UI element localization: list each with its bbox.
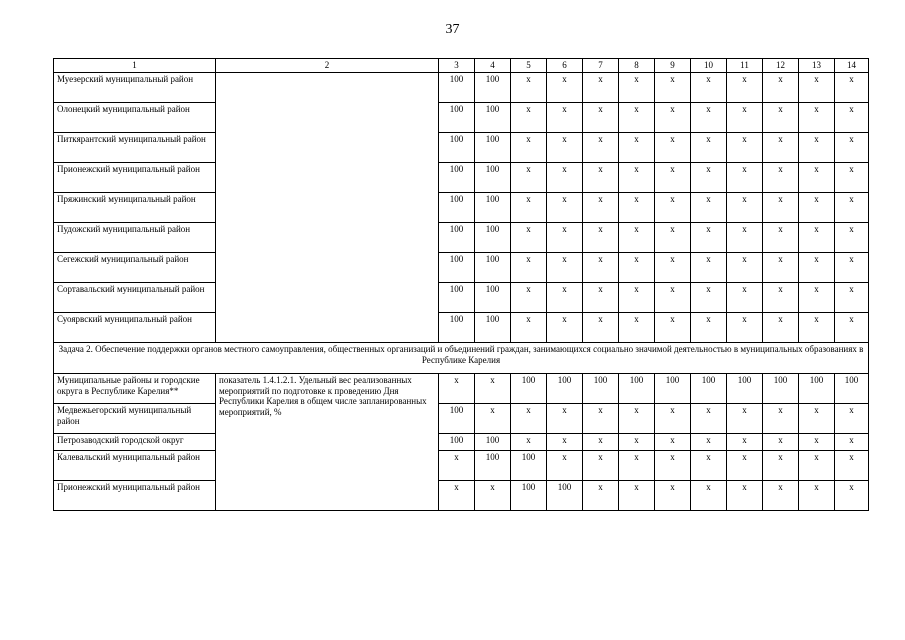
- value-cell: 100: [439, 404, 475, 434]
- value-cell: x: [619, 103, 655, 133]
- value-cell: x: [583, 103, 619, 133]
- value-cell: x: [763, 481, 799, 511]
- value-cell: x: [799, 103, 835, 133]
- municipality-name: Пряжинский муниципальный район: [54, 193, 216, 223]
- column-header: 3: [439, 59, 475, 73]
- table-row: [54, 103, 869, 133]
- indicator-cell: [216, 73, 439, 343]
- value-cell: x: [619, 404, 655, 434]
- value-cell: x: [691, 133, 727, 163]
- value-cell: x: [511, 163, 547, 193]
- column-header: 12: [763, 59, 799, 73]
- value-cell: x: [799, 313, 835, 343]
- table-row: [54, 73, 869, 103]
- table-row: [54, 313, 869, 343]
- municipality-name: Питкярантский муниципальный район: [54, 133, 216, 163]
- value-cell: x: [619, 163, 655, 193]
- value-cell: x: [835, 434, 869, 451]
- value-cell: 100: [691, 374, 727, 404]
- value-cell: x: [763, 223, 799, 253]
- value-cell: x: [547, 103, 583, 133]
- value-cell: 100: [439, 133, 475, 163]
- value-cell: x: [835, 103, 869, 133]
- value-cell: x: [727, 253, 763, 283]
- value-cell: x: [727, 193, 763, 223]
- value-cell: x: [655, 283, 691, 313]
- table-row: [54, 283, 869, 313]
- value-cell: x: [583, 133, 619, 163]
- value-cell: x: [547, 133, 583, 163]
- value-cell: x: [619, 313, 655, 343]
- value-cell: x: [655, 223, 691, 253]
- value-cell: x: [547, 283, 583, 313]
- value-cell: x: [655, 73, 691, 103]
- table-row: [54, 481, 869, 511]
- table-row: [54, 193, 869, 223]
- value-cell: x: [763, 313, 799, 343]
- column-header: 9: [655, 59, 691, 73]
- value-cell: x: [655, 103, 691, 133]
- value-cell: 100: [727, 374, 763, 404]
- value-cell: 100: [583, 374, 619, 404]
- value-cell: x: [655, 133, 691, 163]
- value-cell: x: [799, 404, 835, 434]
- value-cell: x: [799, 193, 835, 223]
- value-cell: x: [691, 313, 727, 343]
- value-cell: 100: [475, 73, 511, 103]
- value-cell: x: [511, 133, 547, 163]
- value-cell: x: [763, 434, 799, 451]
- value-cell: 100: [439, 283, 475, 313]
- value-cell: x: [655, 404, 691, 434]
- value-cell: x: [799, 73, 835, 103]
- value-cell: 100: [763, 374, 799, 404]
- column-header: 11: [727, 59, 763, 73]
- value-cell: x: [619, 193, 655, 223]
- value-cell: x: [691, 481, 727, 511]
- value-cell: x: [547, 313, 583, 343]
- value-cell: x: [583, 193, 619, 223]
- value-cell: x: [835, 193, 869, 223]
- value-cell: x: [583, 283, 619, 313]
- value-cell: x: [763, 193, 799, 223]
- value-cell: 100: [547, 374, 583, 404]
- value-cell: x: [619, 481, 655, 511]
- municipality-name: Сортавальский муниципальный район: [54, 283, 216, 313]
- value-cell: x: [583, 481, 619, 511]
- value-cell: x: [763, 73, 799, 103]
- value-cell: 100: [475, 253, 511, 283]
- value-cell: x: [547, 434, 583, 451]
- table-row: [54, 133, 869, 163]
- value-cell: x: [835, 253, 869, 283]
- value-cell: x: [583, 313, 619, 343]
- value-cell: x: [799, 223, 835, 253]
- municipality-name: Петрозаводский городской округ: [54, 434, 216, 451]
- value-cell: x: [835, 404, 869, 434]
- value-cell: 100: [439, 434, 475, 451]
- value-cell: x: [763, 133, 799, 163]
- column-header: 2: [216, 59, 439, 73]
- value-cell: x: [691, 163, 727, 193]
- value-cell: x: [691, 223, 727, 253]
- value-cell: x: [691, 253, 727, 283]
- value-cell: x: [475, 374, 511, 404]
- value-cell: 100: [439, 253, 475, 283]
- value-cell: 100: [439, 103, 475, 133]
- value-cell: 100: [835, 374, 869, 404]
- value-cell: x: [835, 481, 869, 511]
- value-cell: x: [547, 253, 583, 283]
- column-header: 6: [547, 59, 583, 73]
- value-cell: 100: [439, 223, 475, 253]
- task-heading: Задача 2. Обеспечение поддержки органов местного самоуправления, общественных организаций и объединений граждан, занимающихся социально значимой деятельностью в муниципальных образованиях в Республике Карелия: [54, 343, 869, 374]
- column-header: 8: [619, 59, 655, 73]
- value-cell: x: [727, 223, 763, 253]
- value-cell: x: [583, 451, 619, 481]
- value-cell: 100: [511, 481, 547, 511]
- column-header: 5: [511, 59, 547, 73]
- table-row: [54, 223, 869, 253]
- table-row: [54, 451, 869, 481]
- value-cell: 100: [475, 451, 511, 481]
- value-cell: 100: [547, 481, 583, 511]
- value-cell: x: [583, 223, 619, 253]
- value-cell: 100: [475, 193, 511, 223]
- value-cell: x: [799, 451, 835, 481]
- value-cell: x: [619, 73, 655, 103]
- municipality-name: Пудожский муниципальный район: [54, 223, 216, 253]
- value-cell: 100: [475, 223, 511, 253]
- value-cell: x: [583, 253, 619, 283]
- column-header: 10: [691, 59, 727, 73]
- value-cell: 100: [439, 163, 475, 193]
- value-cell: x: [511, 253, 547, 283]
- value-cell: x: [619, 133, 655, 163]
- value-cell: x: [835, 451, 869, 481]
- column-header: 13: [799, 59, 835, 73]
- value-cell: x: [655, 481, 691, 511]
- value-cell: x: [835, 163, 869, 193]
- municipality-name: Муниципальные районы и городские округа в Республике Карелия**: [54, 374, 216, 404]
- value-cell: x: [763, 283, 799, 313]
- value-cell: x: [439, 481, 475, 511]
- value-cell: x: [835, 283, 869, 313]
- task-heading-row: [54, 343, 869, 374]
- value-cell: x: [763, 451, 799, 481]
- value-cell: x: [727, 313, 763, 343]
- value-cell: x: [691, 283, 727, 313]
- value-cell: x: [727, 404, 763, 434]
- column-header: 4: [475, 59, 511, 73]
- value-cell: x: [655, 253, 691, 283]
- value-cell: x: [835, 73, 869, 103]
- value-cell: x: [655, 163, 691, 193]
- value-cell: x: [511, 73, 547, 103]
- value-cell: 100: [475, 103, 511, 133]
- value-cell: x: [799, 434, 835, 451]
- value-cell: x: [763, 163, 799, 193]
- column-header: 7: [583, 59, 619, 73]
- value-cell: 100: [475, 163, 511, 193]
- value-cell: x: [727, 103, 763, 133]
- value-cell: x: [835, 223, 869, 253]
- value-cell: x: [511, 283, 547, 313]
- municipality-name: Прионежский муниципальный район: [54, 481, 216, 511]
- value-cell: 100: [655, 374, 691, 404]
- table-row: [54, 163, 869, 193]
- value-cell: x: [547, 163, 583, 193]
- value-cell: 100: [511, 451, 547, 481]
- value-cell: x: [511, 103, 547, 133]
- value-cell: x: [655, 193, 691, 223]
- value-cell: x: [691, 103, 727, 133]
- value-cell: x: [691, 451, 727, 481]
- value-cell: x: [727, 163, 763, 193]
- municipality-name: Суоярвский муниципальный район: [54, 313, 216, 343]
- value-cell: 100: [475, 283, 511, 313]
- value-cell: 100: [511, 374, 547, 404]
- value-cell: x: [439, 451, 475, 481]
- value-cell: x: [691, 193, 727, 223]
- value-cell: x: [691, 434, 727, 451]
- value-cell: x: [475, 404, 511, 434]
- value-cell: x: [727, 434, 763, 451]
- column-header: 1: [54, 59, 216, 73]
- value-cell: x: [475, 481, 511, 511]
- indicator-description: показатель 1.4.1.2.1. Удельный вес реализованных мероприятий по подготовке к проведению Дня Республики Карелия в общем числе запланированных мероприятий, %: [216, 374, 439, 511]
- value-cell: x: [583, 434, 619, 451]
- value-cell: x: [763, 404, 799, 434]
- value-cell: 100: [439, 73, 475, 103]
- value-cell: x: [619, 434, 655, 451]
- value-cell: x: [583, 73, 619, 103]
- value-cell: x: [583, 163, 619, 193]
- value-cell: x: [655, 313, 691, 343]
- value-cell: 100: [439, 313, 475, 343]
- municipality-name: Сегежский муниципальный район: [54, 253, 216, 283]
- value-cell: x: [547, 223, 583, 253]
- value-cell: x: [727, 451, 763, 481]
- value-cell: x: [763, 253, 799, 283]
- municipality-name: Медвежьегорский муниципальный район: [54, 404, 216, 434]
- value-cell: x: [727, 133, 763, 163]
- value-cell: x: [511, 404, 547, 434]
- table-row: [54, 434, 869, 451]
- value-cell: x: [547, 193, 583, 223]
- value-cell: x: [547, 451, 583, 481]
- municipality-name: Прионежский муниципальный район: [54, 163, 216, 193]
- value-cell: x: [763, 103, 799, 133]
- value-cell: 100: [475, 133, 511, 163]
- municipality-name: Олонецкий муниципальный район: [54, 103, 216, 133]
- value-cell: 100: [475, 313, 511, 343]
- value-cell: x: [691, 404, 727, 434]
- value-cell: x: [727, 283, 763, 313]
- value-cell: x: [511, 223, 547, 253]
- table-row: [54, 253, 869, 283]
- value-cell: x: [511, 313, 547, 343]
- value-cell: x: [619, 451, 655, 481]
- value-cell: 100: [799, 374, 835, 404]
- indicator-table: [53, 58, 869, 511]
- value-cell: x: [799, 133, 835, 163]
- value-cell: x: [835, 313, 869, 343]
- value-cell: x: [691, 73, 727, 103]
- value-cell: x: [799, 163, 835, 193]
- value-cell: x: [799, 481, 835, 511]
- table-row: [54, 374, 869, 404]
- value-cell: x: [727, 481, 763, 511]
- value-cell: x: [835, 133, 869, 163]
- column-header-row: [54, 59, 869, 73]
- value-cell: 100: [475, 434, 511, 451]
- page-number: 37: [445, 22, 460, 37]
- value-cell: x: [619, 253, 655, 283]
- value-cell: x: [799, 283, 835, 313]
- value-cell: x: [511, 434, 547, 451]
- value-cell: x: [511, 193, 547, 223]
- value-cell: x: [799, 253, 835, 283]
- value-cell: 100: [619, 374, 655, 404]
- table-row: [54, 404, 869, 434]
- value-cell: x: [619, 283, 655, 313]
- value-cell: x: [655, 451, 691, 481]
- value-cell: 100: [439, 193, 475, 223]
- value-cell: x: [439, 374, 475, 404]
- municipality-name: Калевальский муниципальный район: [54, 451, 216, 481]
- column-header: 14: [835, 59, 869, 73]
- value-cell: x: [547, 73, 583, 103]
- value-cell: x: [619, 223, 655, 253]
- municipality-name: Муезерский муниципальный район: [54, 73, 216, 103]
- value-cell: x: [547, 404, 583, 434]
- value-cell: x: [655, 434, 691, 451]
- value-cell: x: [727, 73, 763, 103]
- value-cell: x: [583, 404, 619, 434]
